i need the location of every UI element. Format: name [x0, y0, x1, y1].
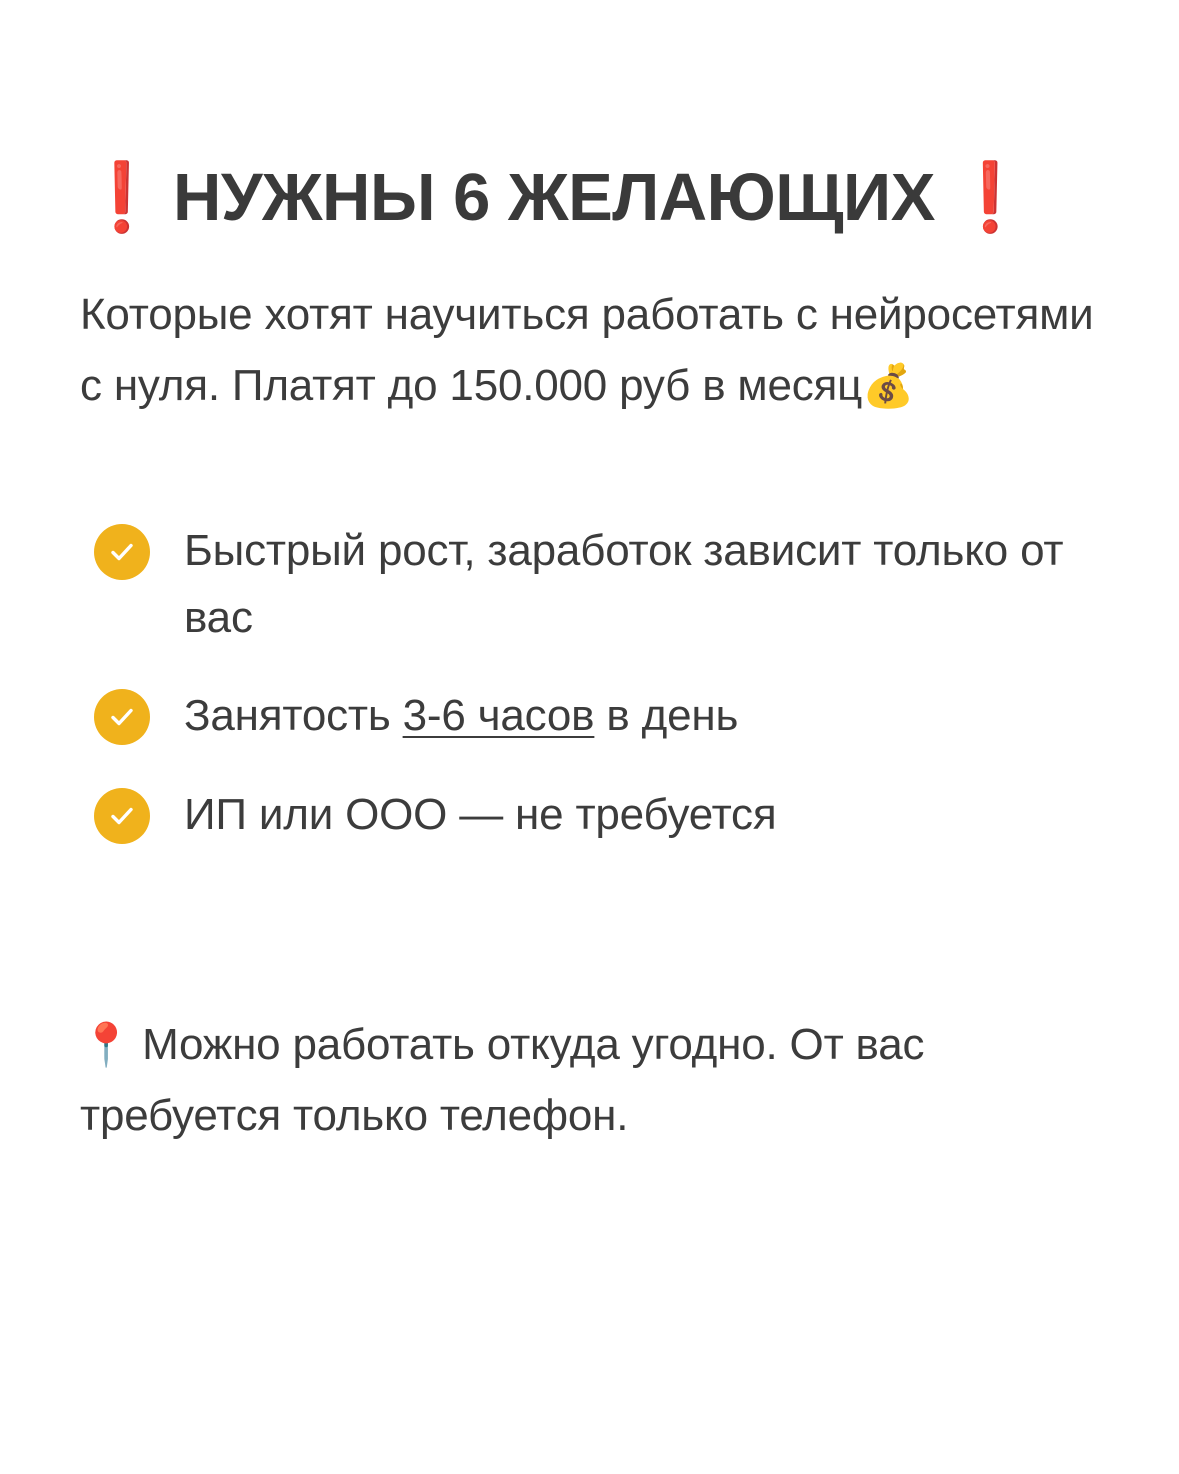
- money-bag-emoji: 💰: [862, 362, 915, 410]
- list-item-highlight: 3-6 часов: [402, 691, 595, 741]
- list-item-text-tail: в день: [594, 691, 739, 741]
- list-item-label: [184, 683, 738, 750]
- pin-emoji: 📍: [80, 1021, 133, 1069]
- intro-text: Которые хотят научиться работать с нейросетями с нуля. Платят до 150.000 руб в месяц: [80, 290, 1094, 411]
- list-item-label: [184, 782, 776, 849]
- page-title: [80, 150, 1090, 245]
- benefits-list: [80, 518, 1099, 850]
- location-note-text: Можно работать откуда угодно. От вас требуется только телефон.: [80, 1020, 925, 1141]
- list-item-label: [184, 518, 1064, 652]
- location-note: [80, 1009, 1099, 1152]
- list-item-text: Быстрый рост, заработок зависит только от вас: [184, 525, 1064, 642]
- list-item-text: Занятость: [184, 691, 403, 741]
- check-circle-icon: [94, 788, 150, 844]
- exclamation-emoji-leading: ❗: [80, 160, 163, 235]
- intro-paragraph: [80, 279, 1099, 422]
- list-item: [80, 782, 1099, 849]
- list-item: [80, 683, 1099, 750]
- check-circle-icon: [94, 689, 150, 745]
- check-circle-icon: [94, 524, 150, 580]
- page-title-text: НУЖНЫ 6 ЖЕЛАЮЩИХ: [172, 160, 935, 235]
- list-item: [80, 518, 1099, 652]
- list-item-text: ИП или ООО — не требуется: [184, 790, 777, 840]
- exclamation-emoji-trailing: ❗: [948, 160, 1032, 235]
